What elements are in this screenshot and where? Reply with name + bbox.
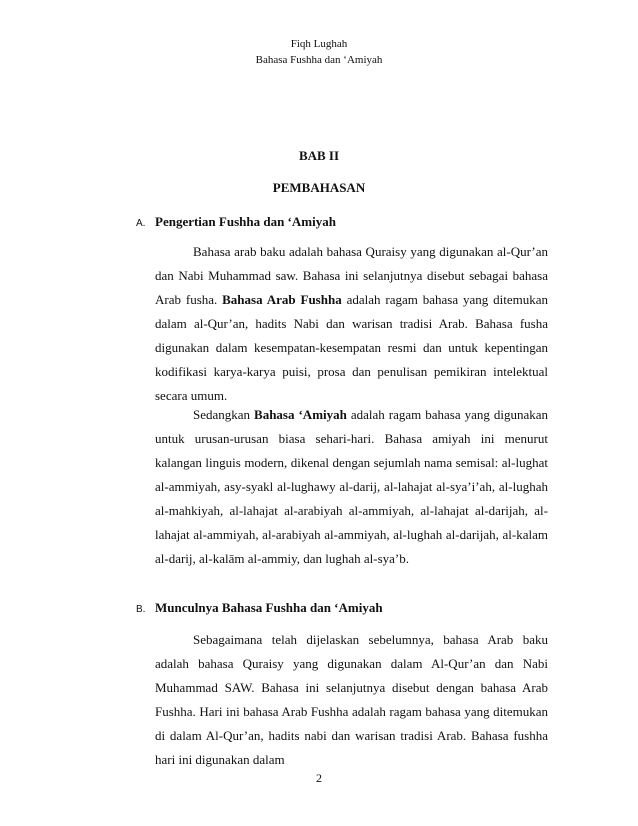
section-a-p1-bold: Bahasa Arab Fushha <box>222 292 342 307</box>
section-b-letter: B. <box>136 604 146 615</box>
page-number: 2 <box>316 771 322 785</box>
section-a-p1-text-1: Bahasa arab baku adalah bahasa Quraisy yang digunakan al-Qur’an dan Nabi Muhammad saw. Bahasa ini selanjutnya disebut sebagai bahasa Arab fusha. <box>155 244 548 307</box>
header-line-1: Fiqh Lughah <box>290 38 348 50</box>
section-a-title: Pengertian Fushha dan ‘Amiyah <box>155 214 336 229</box>
section-a-paragraph-1 <box>155 240 548 408</box>
running-header <box>0 36 638 68</box>
section-b-p1-text: Sebagaimana telah dijelaskan sebelumnya, bahasa Arab baku adalah bahasa Quraisy yang digunakan dalam Al-Qur’an dan Nabi Muhammad SAW. Bahasa ini selanjutnya disebut dengan bahasa Arab Fushha. Hari ini bahasa Arab Fushha adalah ragam bahasa yang ditemukan di dalam Al-Qur’an, hadits nabi dan warisan tradisi Arab. Bahasa fushha hari ini digunakan dalam <box>155 632 548 767</box>
chapter-title: PEMBAHASAN <box>272 180 366 195</box>
section-a-p2-text-1: Sedangkan <box>193 407 255 422</box>
section-a-p1-text-2: adalah ragam bahasa yang ditemukan dalam al-Qur’an, hadits Nabi dan warisan tradisi Arab. Bahasa fusha digunakan dalam kesempatan-kesempatan resmi dan untuk kepentingan kodifikasi karya-karya puisi, prosa dan penulisan pemikiran intelektual secara umum. <box>155 292 548 403</box>
header-line-2: Bahasa Fushha dan ‘Amiyah <box>255 54 383 66</box>
section-a-p2-bold: Bahasa ‘Amiyah <box>254 407 347 422</box>
section-a-paragraph-2 <box>155 403 548 571</box>
section-a-letter: A. <box>136 218 146 229</box>
section-b-title: Munculnya Bahasa Fushha dan ‘Amiyah <box>155 600 383 615</box>
section-a-p2-text-2: adalah ragam bahasa yang digunakan untuk urusan-urusan biasa sehari-hari. Bahasa amiyah ini menurut kalangan linguis modern, dikenal dengan sejumlah nama semisal: al-lughat al-ammiyah, asy-syakl al-lughawy al-darij, al-lahajat al-sya’i’ah, al-lughah al-mahkiyah, al-lahajat al-arabiyah al-ammiyah, al-lahajat al-darijah, al-lahajat al-ammiyah, al-arabiyah al-ammiyah, al-lughah al-darijah, al-kalam al-darij, al-kalām al-ammiy, dan lughah al-sya’b. <box>155 407 548 566</box>
chapter-number: BAB II <box>298 148 340 163</box>
section-b-paragraph-1 <box>155 628 548 772</box>
